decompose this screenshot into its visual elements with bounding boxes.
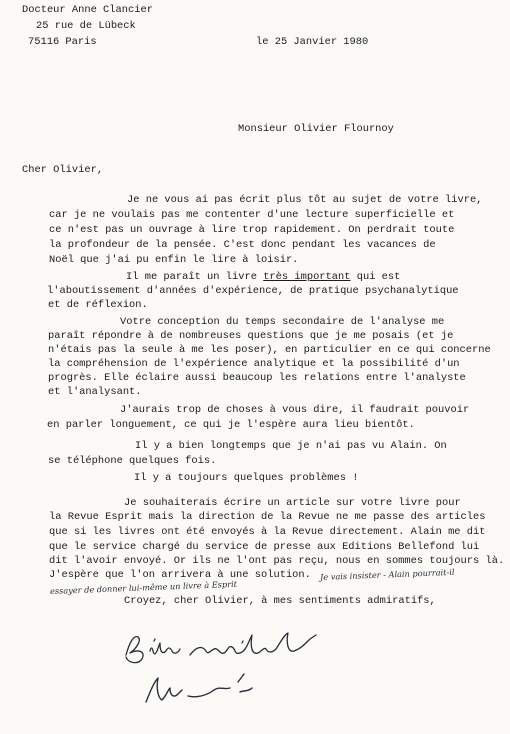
paragraph-7-line: dit l'avoir envoyé. Or ils ne l'ont pas reçu, nous en sommes toujours là. xyxy=(49,555,505,567)
handwritten-note: Je vais insister - Alain pourrait-il xyxy=(319,566,455,582)
paragraph-6-line: Il y a toujours quelques problèmes ! xyxy=(134,472,359,484)
paragraph-3-line: Votre conception du temps secondaire de l'analyse me xyxy=(120,316,445,328)
paragraph-2-line: l'aboutissement d'années d'expérience, de pratique psychanalytique xyxy=(47,285,459,297)
paragraph-1-line: Noël que j'ai pu enfin le lire à loisir. xyxy=(49,254,299,266)
sender-city: 75116 Paris xyxy=(28,36,97,48)
closing-line: Croyez, cher Olivier, à mes sentiments admiratifs, xyxy=(124,595,436,607)
paragraph-4-line: en parler longuement, ce qui je l'espère aura lieu bientôt. xyxy=(47,419,415,431)
handwritten-signature xyxy=(140,668,270,708)
paragraph-2-text: qui est xyxy=(350,271,401,283)
paragraph-3-line: progrès. Elle éclaire aussi beaucoup les relations entre l'analyste xyxy=(48,372,466,384)
letter-date: le 25 Janvier 1980 xyxy=(256,36,369,48)
handwritten-note: essayer de donner lui-même un livre à Esprit xyxy=(49,578,238,596)
paragraph-1-line: la profondeur de la pensée. C'est donc pendant les vacances de xyxy=(49,239,436,251)
paragraph-7-line: que le service chargé du service de presse aux Editions Bellefond lui xyxy=(49,541,480,553)
paragraph-7-line: J'espère que l'on arrivera à une solution. xyxy=(49,569,311,581)
paragraph-5-line: Il y a bien longtemps que je n'ai pas vu Alain. On xyxy=(135,440,447,452)
paragraph-7-line: Je souhaiterais écrire un article sur votre livre pour xyxy=(124,497,461,509)
paragraph-1-line: car je ne voulais pas me contenter d'une lecture superficielle et xyxy=(49,209,455,221)
paragraph-3-line: la compréhension de l'expérience analytique et la possibilité d'un xyxy=(48,358,460,370)
sender-name: Docteur Anne Clancier xyxy=(22,4,153,16)
sender-street: 25 rue de Lübeck xyxy=(36,20,136,32)
handwritten-closing xyxy=(120,625,340,671)
paragraph-4-line: J'aurais trop de choses à vous dire, il faudrait pouvoir xyxy=(120,404,470,416)
underlined-emphasis: très important xyxy=(263,271,351,283)
salutation: Cher Olivier, xyxy=(22,164,104,176)
paragraph-5-line: se téléphone quelques fois. xyxy=(48,455,217,467)
paragraph-1-line: ce n'est pas un ouvrage à lire trop rapidement. On perdrait toute xyxy=(49,224,455,236)
paragraph-3-line: paraît répondre à de nombreuses questions que je me posais (et je xyxy=(48,330,454,342)
paragraph-2-line: et de réflexion. xyxy=(48,299,148,311)
paragraph-2-text: Il me paraît un livre xyxy=(126,271,264,283)
paragraph-3-line: et l'analysant. xyxy=(48,386,142,398)
recipient-name: Monsieur Olivier Flournoy xyxy=(238,123,394,135)
paragraph-7-line: la Revue Esprit mais la direction de la Revue ne me passe des articles xyxy=(49,511,486,523)
paragraph-1-line: Je ne vous ai pas écrit plus tôt au sujet de votre livre, xyxy=(127,194,483,206)
paragraph-3-line: n'étais pas la seule à me les poser), en particulier en ce qui concerne xyxy=(48,344,491,356)
paragraph-7-line: que si les livres ont été envoyés à la Revue directement. Alain me dit xyxy=(49,526,486,538)
paragraph-2-line xyxy=(126,271,400,284)
